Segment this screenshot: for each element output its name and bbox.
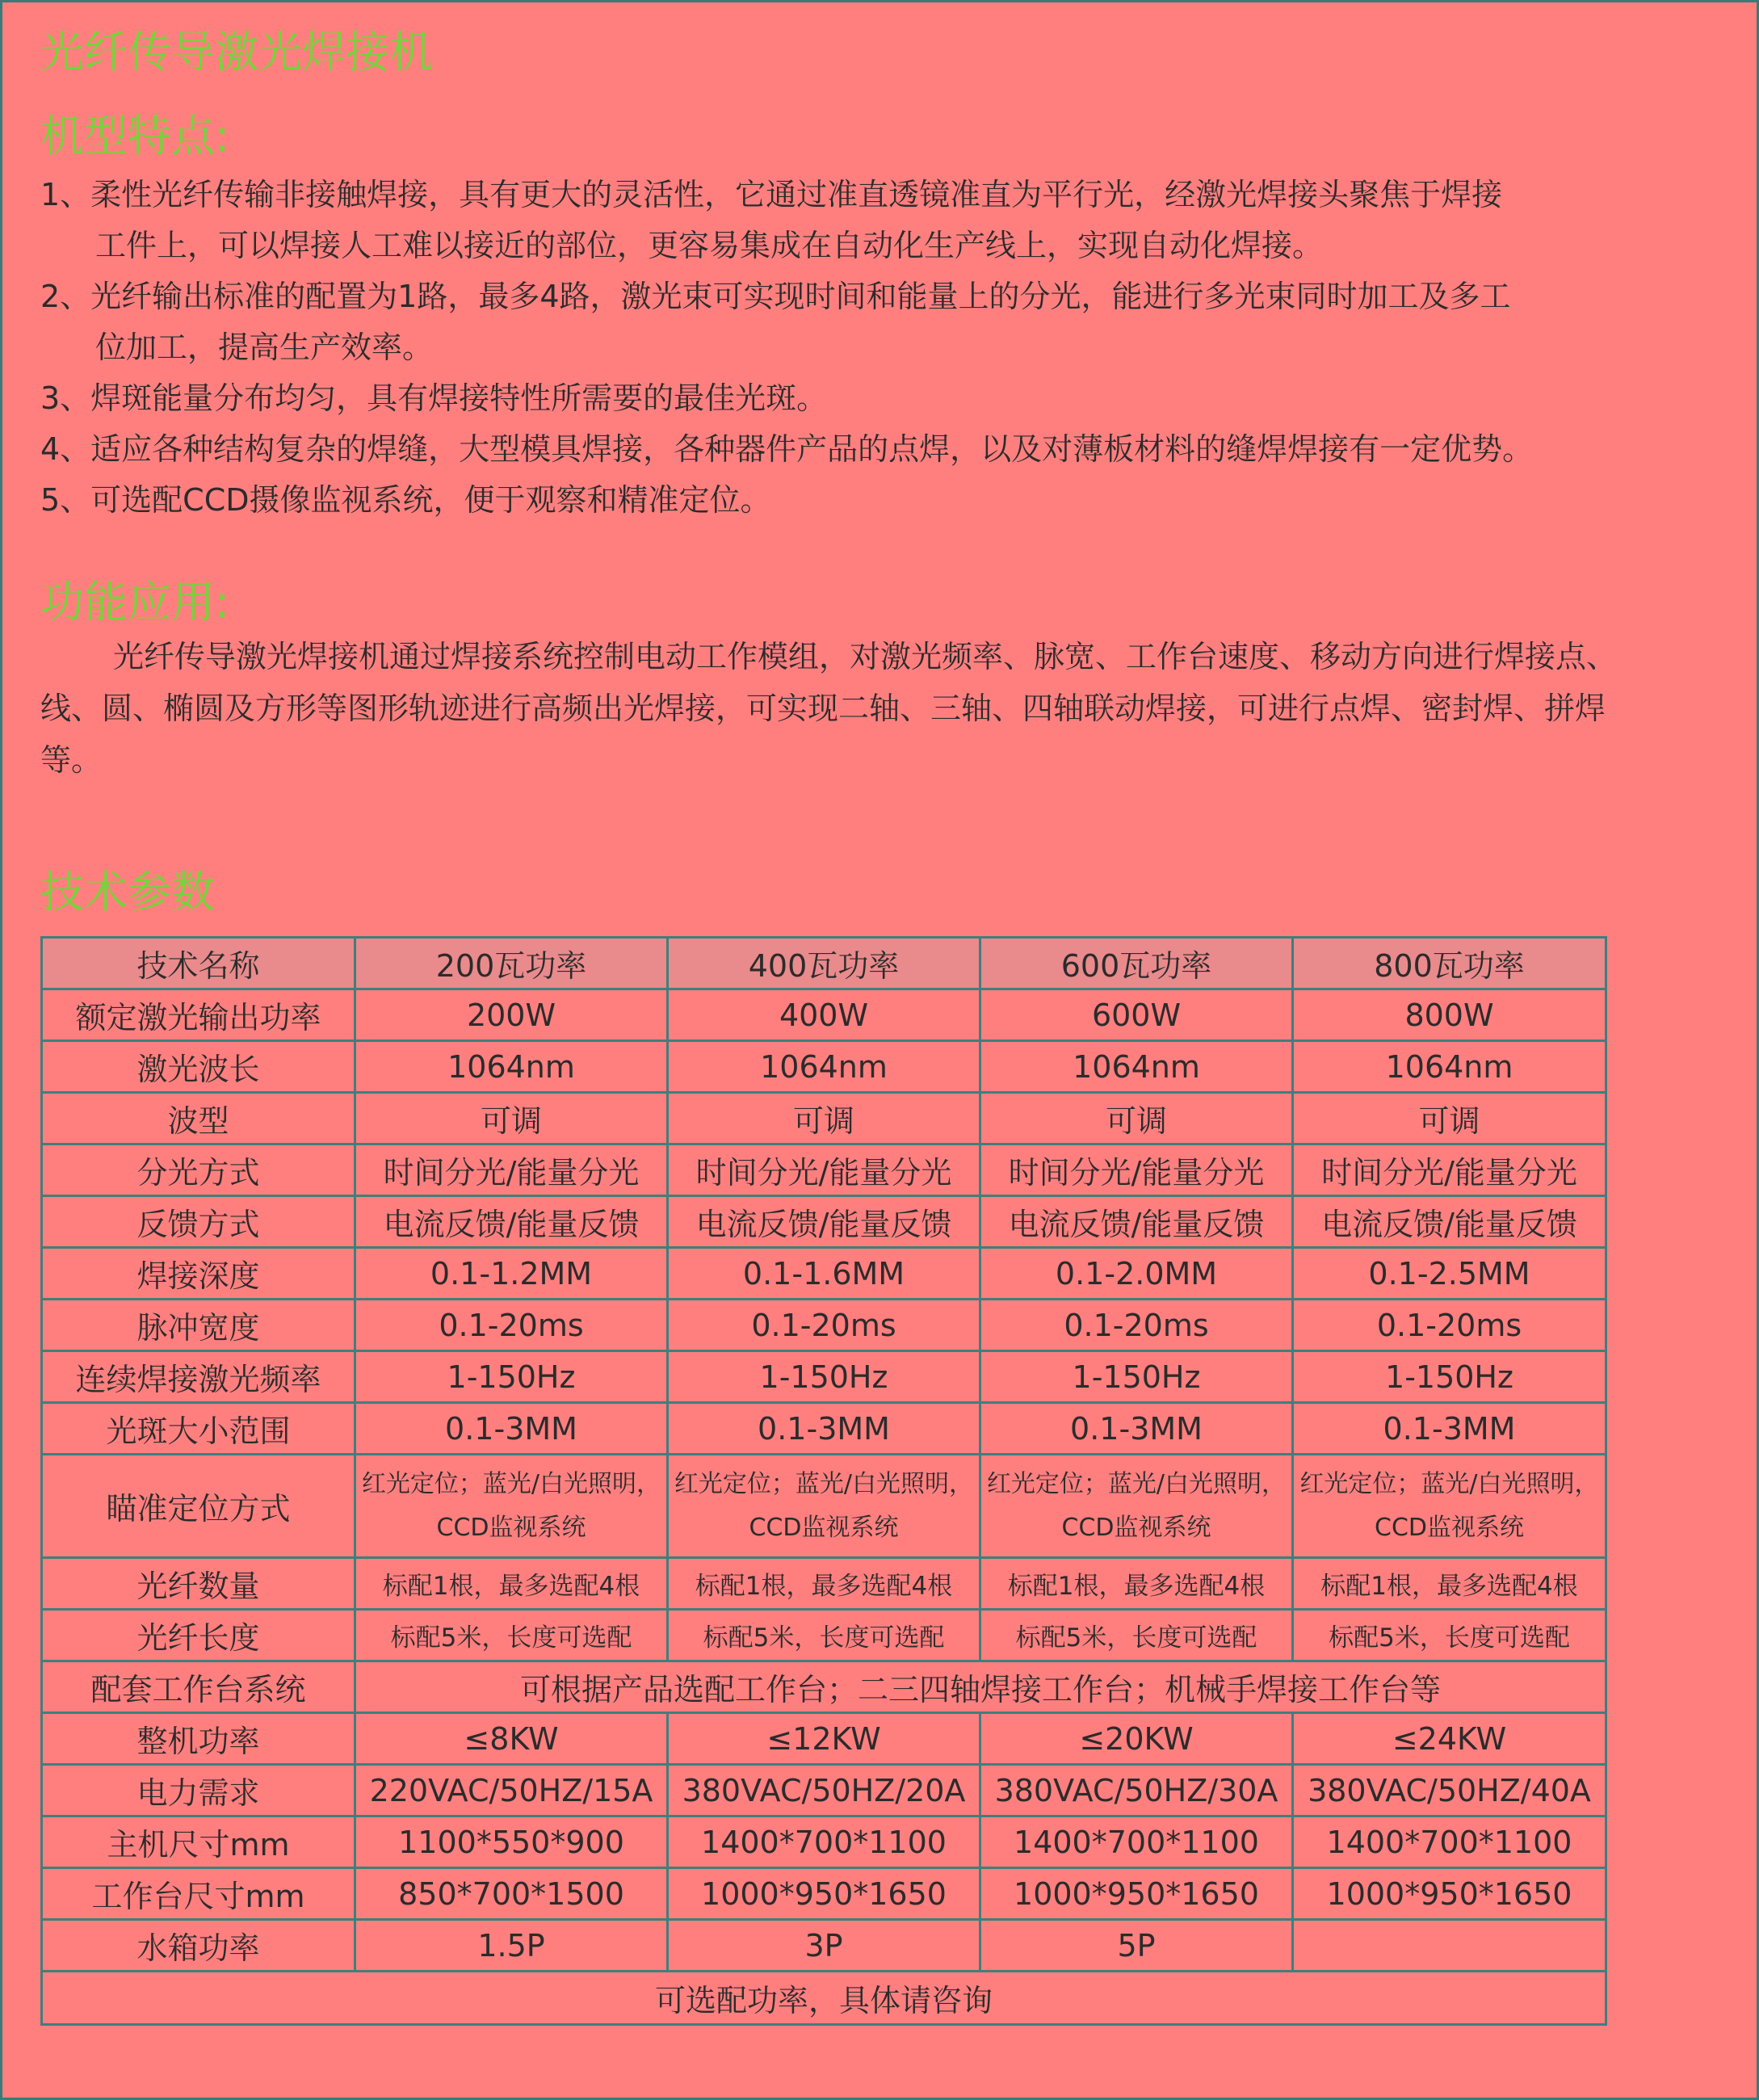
table-cell: ≤24KW: [1293, 1713, 1606, 1765]
table-cell: 1-150Hz: [668, 1351, 980, 1403]
column-header: 800瓦功率: [1293, 938, 1606, 989]
table-cell: ≤12KW: [668, 1713, 980, 1765]
table-cell: 1000*950*1650: [668, 1868, 980, 1920]
table-cell: 3P: [668, 1920, 980, 1972]
table-row: [42, 1558, 1606, 1610]
row-label: 波型: [42, 1093, 355, 1144]
table-cell: 标配5米，长度可选配: [1293, 1610, 1606, 1661]
feature-item-5: 5、可选配CCD摄像监视系统，便于观察和精准定位。: [40, 482, 771, 518]
row-label: 反馈方式: [42, 1196, 355, 1248]
aim-line1: 红光定位；蓝光/白光照明，: [1299, 1469, 1599, 1498]
table-row: [42, 1765, 1606, 1816]
table-cell: 电流反馈/能量反馈: [1293, 1196, 1606, 1248]
table-cell: 0.1-3MM: [668, 1403, 980, 1455]
table-cell: 1000*950*1650: [1293, 1868, 1606, 1920]
aim-line2: CCD监视系统: [1061, 1513, 1211, 1542]
row-label: 水箱功率: [42, 1920, 355, 1972]
table-row: [42, 989, 1606, 1041]
row-label: 整机功率: [42, 1713, 355, 1765]
table-cell: 1-150Hz: [1293, 1351, 1606, 1403]
table-cell: 可调: [668, 1093, 980, 1144]
row-label: 光纤数量: [42, 1558, 355, 1610]
row-label: 焊接深度: [42, 1248, 355, 1300]
table-cell: 标配5米，长度可选配: [355, 1610, 668, 1661]
table-cell: 1000*950*1650: [980, 1868, 1293, 1920]
row-label: 主机尺寸mm: [42, 1816, 355, 1868]
table-footer-row: [42, 1972, 1606, 2025]
features-heading: 机型特点:: [40, 111, 230, 162]
table-cell: 0.1-20ms: [355, 1300, 668, 1351]
table-cell: 可调: [1293, 1093, 1606, 1144]
table-row: [42, 1868, 1606, 1920]
table-header-row: [42, 938, 1606, 989]
specs-table: [40, 936, 1607, 2026]
feature-item-4: 4、适应各种结构复杂的焊缝，大型模具焊接，各种器件产品的点焊，以及对薄板材料的缝焊焊接有一定优势。: [40, 431, 1534, 467]
table-cell: 850*700*1500: [355, 1868, 668, 1920]
applications-heading: 功能应用:: [40, 577, 230, 628]
table-cell: ≤8KW: [355, 1713, 668, 1765]
applications-text: 光纤传导激光焊接机通过焊接系统控制电动工作模组，对激光频率、脉宽、工作台速度、移动方向进行焊接点、线、圆、椭圆及方形等图形轨迹进行高频出光焊接，可实现二轴、三轴、四轴联动焊接，可进行点焊、密封焊、拼焊等。: [40, 639, 1618, 778]
table-cell: 电流反馈/能量反馈: [355, 1196, 668, 1248]
row-label: 脉冲宽度: [42, 1300, 355, 1351]
table-footer: 可选配功率，具体请咨询: [42, 1972, 1606, 2025]
column-header: 600瓦功率: [980, 938, 1293, 989]
table-cell: 0.1-3MM: [355, 1403, 668, 1455]
table-row: [42, 1351, 1606, 1403]
row-label: 光斑大小范围: [42, 1403, 355, 1455]
table-cell: 5P: [980, 1920, 1293, 1972]
table-cell: 1064nm: [355, 1041, 668, 1093]
features-list: [40, 170, 1744, 526]
row-label: 光纤长度: [42, 1610, 355, 1661]
aim-line2: CCD监视系统: [436, 1513, 586, 1542]
table-cell: 时间分光/能量分光: [355, 1144, 668, 1196]
table-row: [42, 1816, 1606, 1868]
table-cell: 0.1-20ms: [668, 1300, 980, 1351]
aim-line2: CCD监视系统: [749, 1513, 899, 1542]
column-header: 技术名称: [42, 938, 355, 989]
table-row: [42, 1093, 1606, 1144]
row-label: 额定激光输出功率: [42, 989, 355, 1041]
feature-item-2: 2、光纤输出标准的配置为1路，最多4路，激光束可实现时间和能量上的分光，能进行多光束同时加工及多工: [40, 279, 1511, 314]
table-row: [42, 1920, 1606, 1972]
row-label: 配套工作台系统: [42, 1661, 355, 1713]
table-cell: 0.1-1.6MM: [668, 1248, 980, 1300]
table-cell: 标配5米，长度可选配: [668, 1610, 980, 1661]
table-cell: 220VAC/50HZ/15A: [355, 1765, 668, 1816]
table-cell: 标配1根，最多选配4根: [355, 1558, 668, 1610]
table-cell: 标配1根，最多选配4根: [1293, 1558, 1606, 1610]
table-cell: 1064nm: [1293, 1041, 1606, 1093]
table-cell: 0.1-20ms: [1293, 1300, 1606, 1351]
table-cell: 1400*700*1100: [1293, 1816, 1606, 1868]
table-cell: 0.1-20ms: [980, 1300, 1293, 1351]
table-cell: 800W: [1293, 989, 1606, 1041]
table-cell: 时间分光/能量分光: [1293, 1144, 1606, 1196]
table-cell: 0.1-2.0MM: [980, 1248, 1293, 1300]
table-cell: 时间分光/能量分光: [668, 1144, 980, 1196]
table-cell: [980, 1455, 1293, 1558]
table-cell: 0.1-1.2MM: [355, 1248, 668, 1300]
table-cell: 0.1-3MM: [1293, 1403, 1606, 1455]
feature-item-2-cont: 位加工，提高生产效率。: [95, 330, 434, 365]
page-title: 光纤传导激光焊接机: [40, 27, 433, 78]
aim-line2: CCD监视系统: [1375, 1513, 1524, 1542]
table-row: [42, 1248, 1606, 1300]
table-row: [42, 1196, 1606, 1248]
column-header: 400瓦功率: [668, 938, 980, 989]
table-row: [42, 1403, 1606, 1455]
table-cell: [355, 1455, 668, 1558]
table-cell: 可调: [980, 1093, 1293, 1144]
table-cell: 1-150Hz: [980, 1351, 1293, 1403]
specs-heading: 技术参数: [40, 867, 215, 918]
table-cell: 可调: [355, 1093, 668, 1144]
table-row: [42, 1713, 1606, 1765]
table-cell: 1-150Hz: [355, 1351, 668, 1403]
table-cell: 1100*550*900: [355, 1816, 668, 1868]
table-cell: 1064nm: [980, 1041, 1293, 1093]
table-cell-merged: 可根据产品选配工作台；二三四轴焊接工作台；机械手焊接工作台等: [355, 1661, 1606, 1713]
table-row: [42, 1610, 1606, 1661]
row-label: 瞄准定位方式: [42, 1455, 355, 1558]
column-header: 200瓦功率: [355, 938, 668, 989]
table-cell: 时间分光/能量分光: [980, 1144, 1293, 1196]
table-cell: ≤20KW: [980, 1713, 1293, 1765]
table-cell: 380VAC/50HZ/20A: [668, 1765, 980, 1816]
table-cell: 1064nm: [668, 1041, 980, 1093]
table-cell: 1400*700*1100: [980, 1816, 1293, 1868]
table-cell: 200W: [355, 989, 668, 1041]
table-cell: 600W: [980, 989, 1293, 1041]
table-cell: [1293, 1455, 1606, 1558]
feature-item-1-cont: 工件上，可以焊接人工难以接近的部位，更容易集成在自动化生产线上，实现自动化焊接。: [95, 228, 1324, 263]
table-cell: 电流反馈/能量反馈: [668, 1196, 980, 1248]
table-cell: [1293, 1920, 1606, 1972]
table-row-aim: [42, 1455, 1606, 1558]
table-cell: 400W: [668, 989, 980, 1041]
feature-item-1: 1、柔性光纤传输非接触焊接，具有更大的灵活性，它通过准直透镜准直为平行光，经激光焊接头聚焦于焊接: [40, 177, 1503, 212]
aim-line1: 红光定位；蓝光/白光照明，: [674, 1469, 974, 1498]
row-label: 连续焊接激光频率: [42, 1351, 355, 1403]
table-row: [42, 1300, 1606, 1351]
table-cell: 标配1根，最多选配4根: [668, 1558, 980, 1610]
table-cell: 标配5米，长度可选配: [980, 1610, 1293, 1661]
table-cell: 标配1根，最多选配4根: [980, 1558, 1293, 1610]
aim-line1: 红光定位；蓝光/白光照明，: [986, 1469, 1287, 1498]
table-cell: 1.5P: [355, 1920, 668, 1972]
aim-line1: 红光定位；蓝光/白光照明，: [361, 1469, 661, 1498]
table-cell: [668, 1455, 980, 1558]
table-cell: 0.1-2.5MM: [1293, 1248, 1606, 1300]
table-cell: 电流反馈/能量反馈: [980, 1196, 1293, 1248]
feature-item-3: 3、焊斑能量分布均匀，具有焊接特性所需要的最佳光斑。: [40, 380, 828, 416]
table-cell: 1400*700*1100: [668, 1816, 980, 1868]
table-row: [42, 1661, 1606, 1713]
table-row: [42, 1041, 1606, 1093]
row-label: 电力需求: [42, 1765, 355, 1816]
table-row: [42, 1144, 1606, 1196]
row-label: 工作台尺寸mm: [42, 1868, 355, 1920]
table-cell: 0.1-3MM: [980, 1403, 1293, 1455]
row-label: 分光方式: [42, 1144, 355, 1196]
table-cell: 380VAC/50HZ/30A: [980, 1765, 1293, 1816]
table-cell: 380VAC/50HZ/40A: [1293, 1765, 1606, 1816]
row-label: 激光波长: [42, 1041, 355, 1093]
